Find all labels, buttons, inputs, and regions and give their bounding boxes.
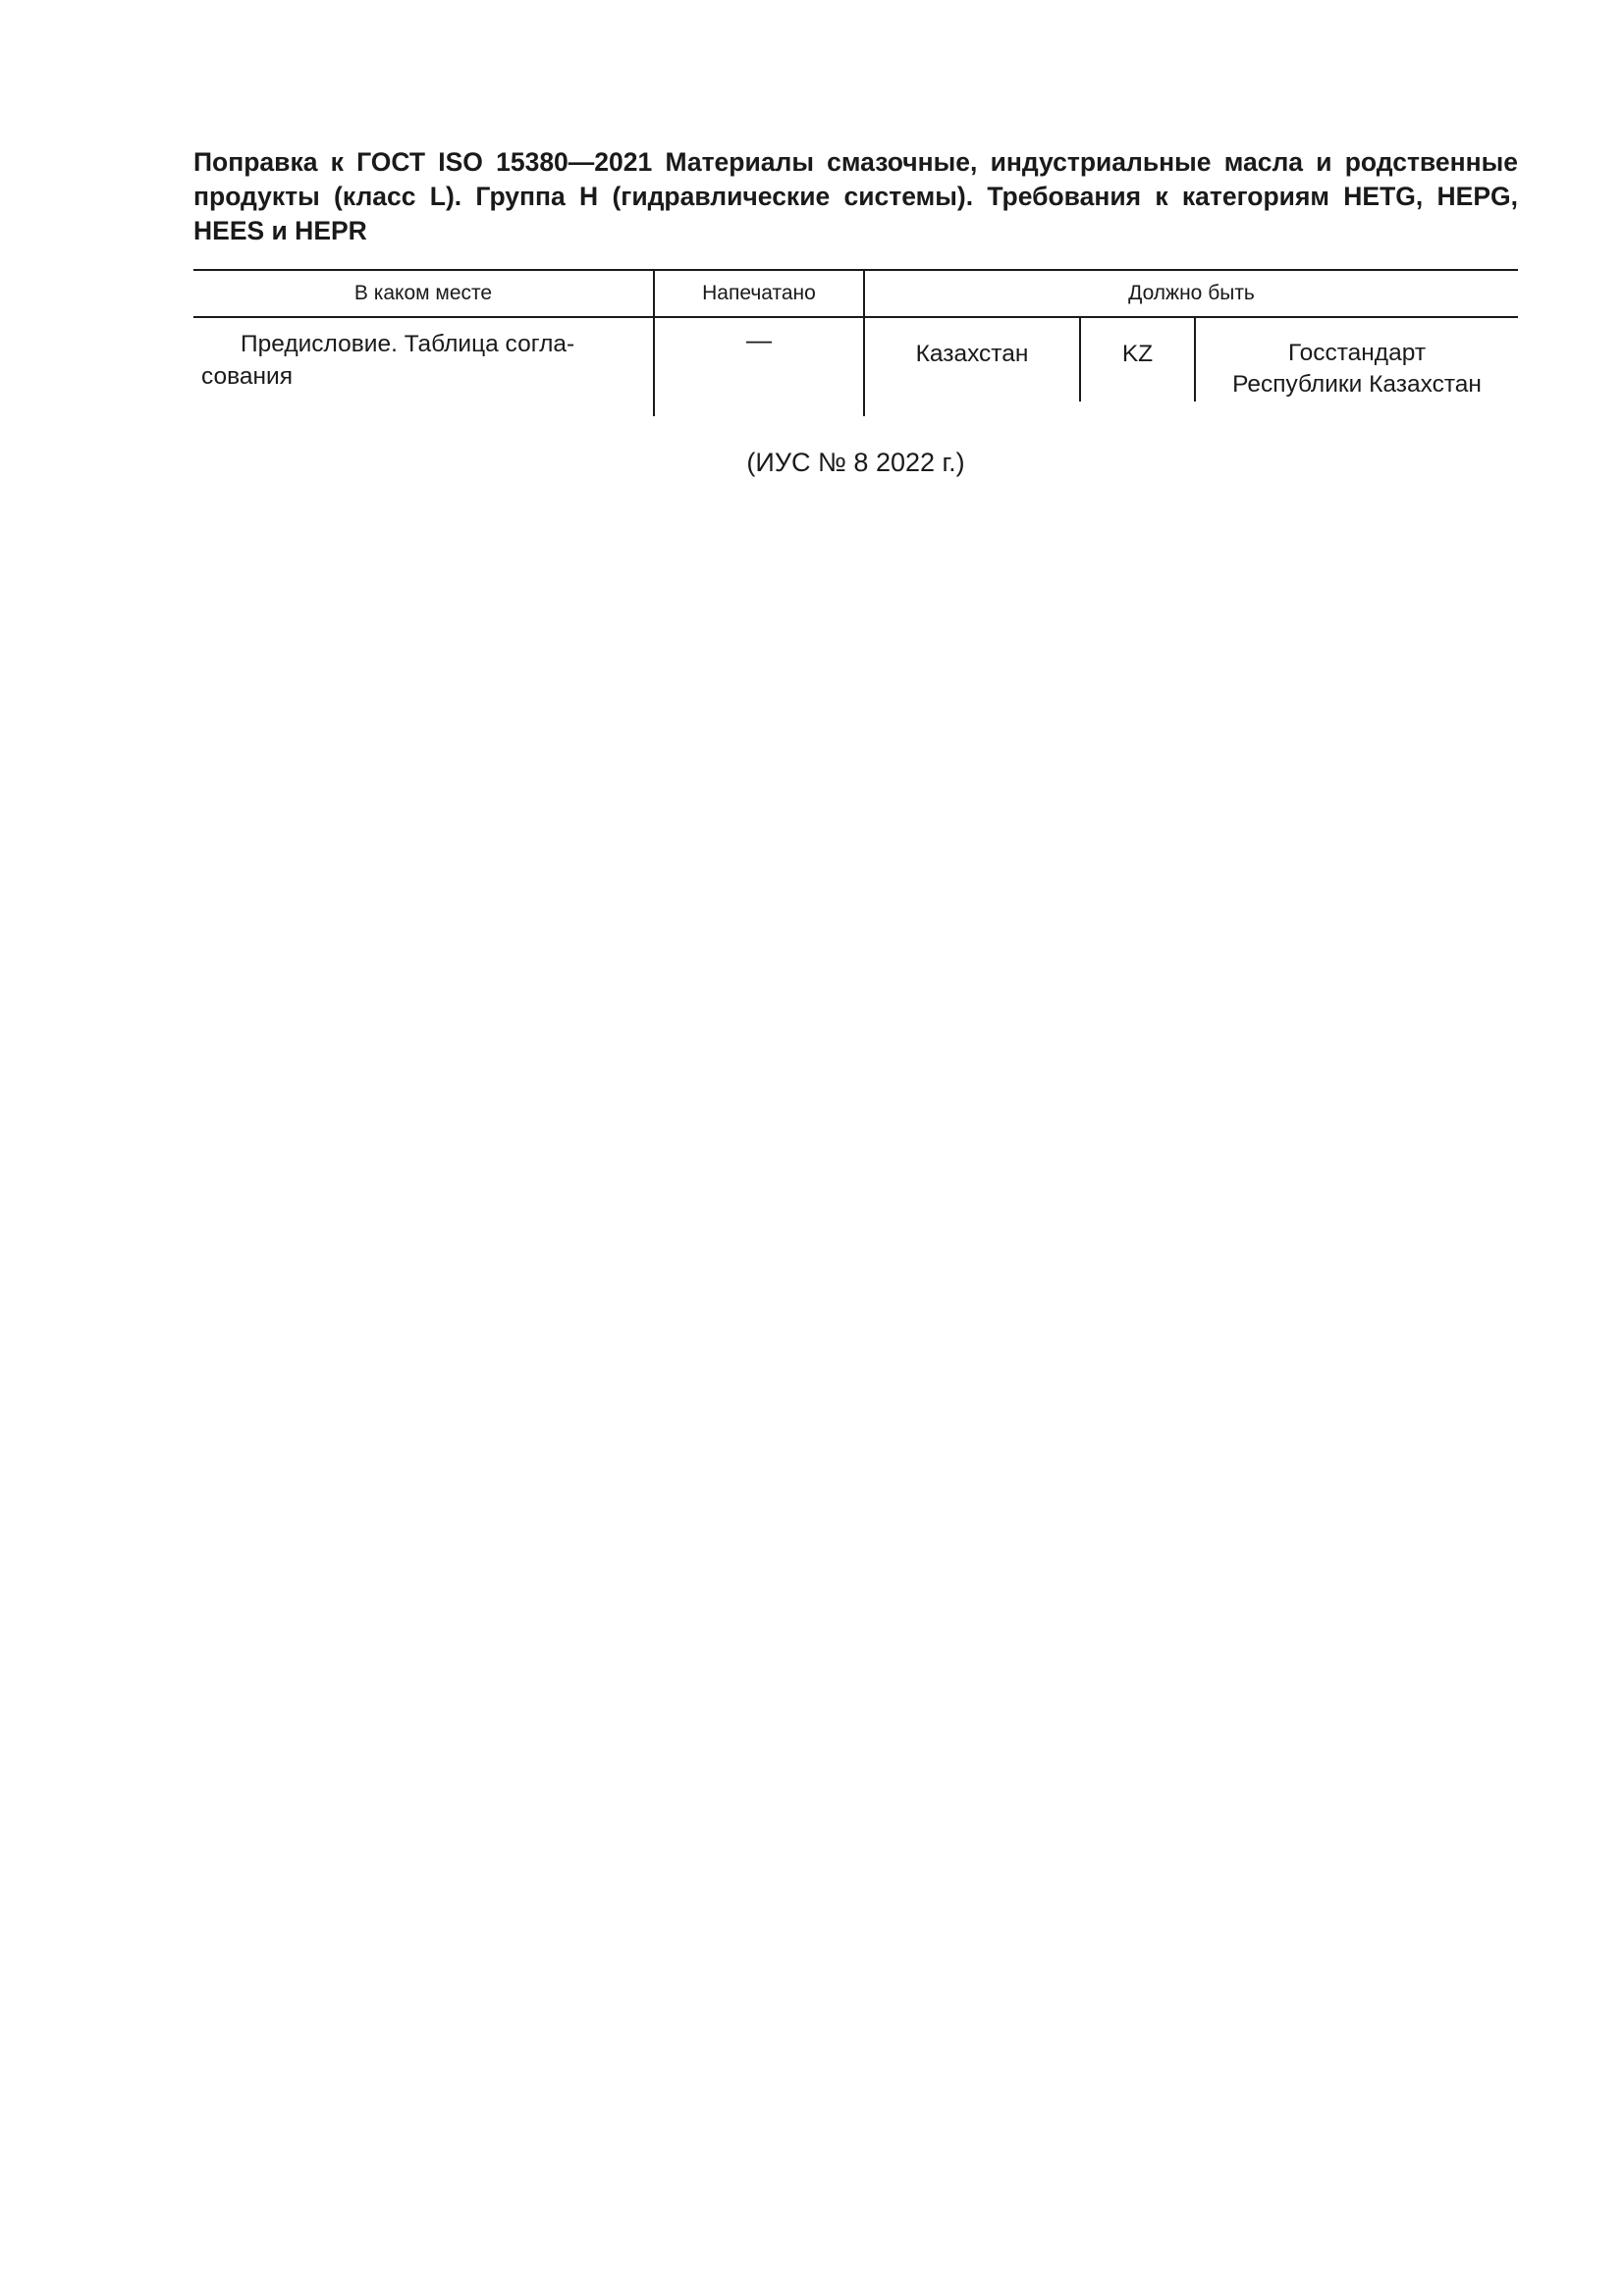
table-row xyxy=(193,318,1518,416)
header-should-be: Должно быть xyxy=(863,271,1518,316)
cell-where xyxy=(193,318,653,416)
cell-printed-text: — xyxy=(746,325,772,354)
correction-table xyxy=(193,269,1518,416)
should-be-subcells xyxy=(865,318,1518,401)
cell-country: Казахстан xyxy=(915,341,1029,367)
table-header-row xyxy=(193,271,1518,318)
cell-country-code: KZ xyxy=(1079,318,1196,401)
cell-organization: Госстандарт Республики Казахстан xyxy=(1232,340,1482,398)
header-printed: Напечатано xyxy=(653,271,863,316)
page-content xyxy=(193,145,1518,478)
cell-printed xyxy=(653,318,863,416)
cell-should-be xyxy=(863,318,1518,416)
header-where: В каком месте xyxy=(353,282,493,304)
cell-where-text: Предисловие. Таблица согла- сования xyxy=(201,331,575,390)
issue-note: (ИУС № 8 2022 г.) xyxy=(746,448,965,477)
amendment-title: Поправка к ГОСТ ISO 15380—2021 Материалы смазочные, индустриальные масла и родственные продукты (класс L). Группа H (гидравлические системы). Требования к категориям HETG, HEPG, HEES и HEPR xyxy=(193,147,1518,245)
